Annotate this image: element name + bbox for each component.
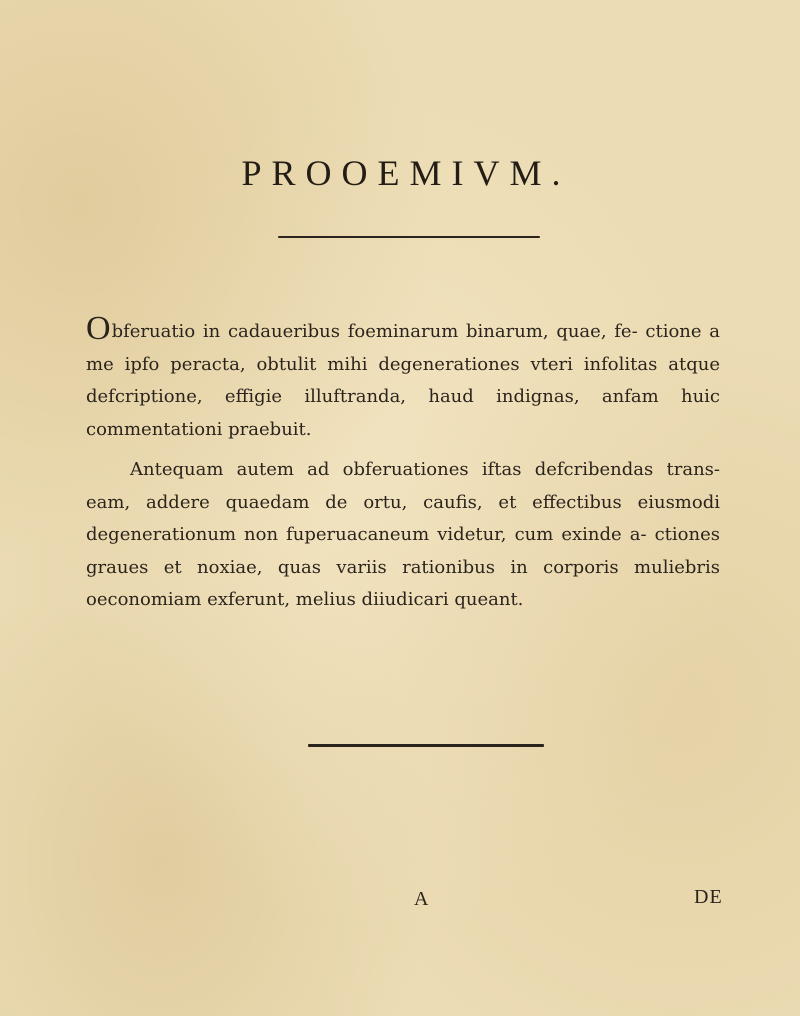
page-title: PROOEMIVM. <box>241 153 571 193</box>
catchword: DE <box>694 886 723 908</box>
drop-cap-letter: O <box>86 310 111 347</box>
paragraph-1 <box>86 310 720 446</box>
paragraph-1-text: bferuatio in cadaueribus foeminarum binarum, quae, fe- ctione a me ipfo peracta, obtulit mihi degenerationes vteri infolitas atque defcriptione, effigie illuftranda, haud indignas, anfam huic commentationi praebuit. <box>86 321 720 440</box>
paragraph-2-text: Antequam autem ad obferuationes iftas defcribendas trans- eam, addere quaedam de ortu, caufis, et effectibus eiusmodi degenerationum non fuperuacaneum videtur, cum exinde a- ctiones graues et noxiae, quas variis rationibus in corporis muliebris oeconomiam exferunt, melius diiudicari queant. <box>86 459 720 610</box>
paragraph-2 <box>86 454 720 617</box>
body-text <box>86 310 720 617</box>
signature-mark: A <box>414 888 429 910</box>
title-rule <box>278 236 540 238</box>
closing-rule <box>308 744 544 747</box>
